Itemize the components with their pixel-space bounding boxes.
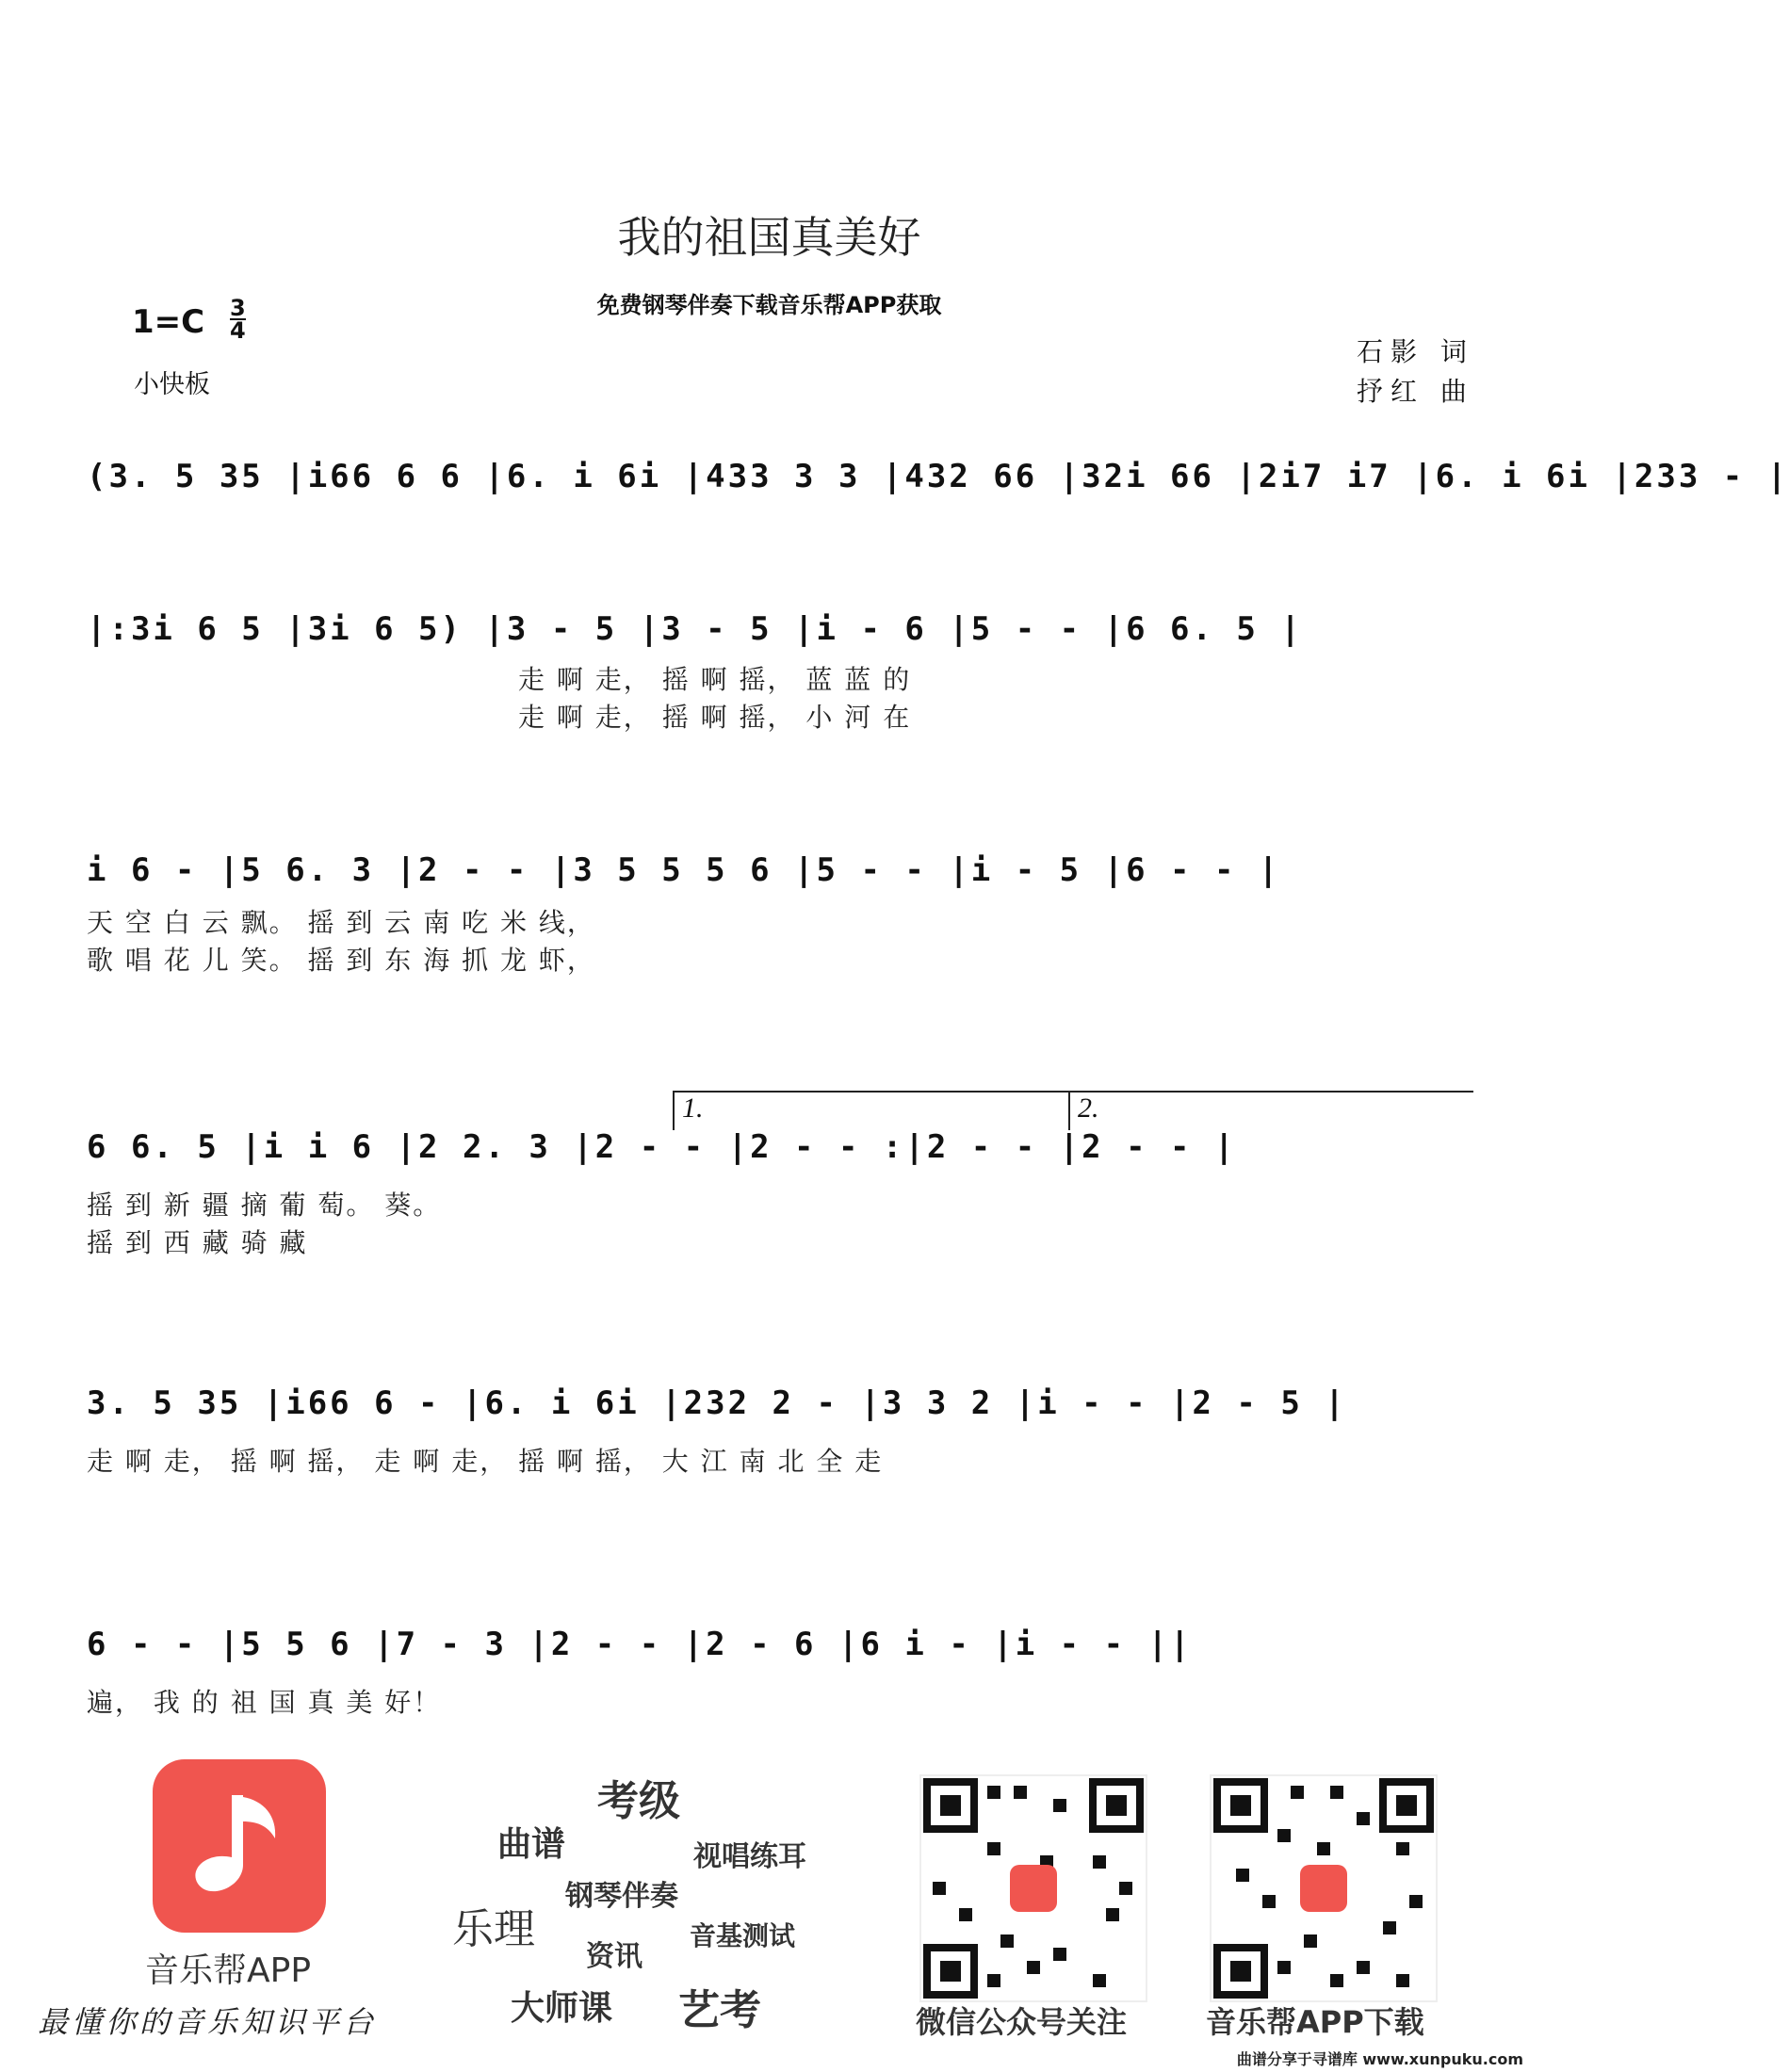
lyric-line-4a: 摇 到 新 疆 摘 葡 萄。 葵。	[87, 1190, 442, 1221]
tempo-marking: 小快板	[134, 370, 210, 399]
qr1-caption: 微信公众号关注	[916, 2004, 1128, 2040]
lyric-line-5: 走 啊 走， 摇 啊 摇， 走 啊 走， 摇 啊 摇， 大 江 南 北 全 走	[87, 1446, 884, 1477]
lyric-line-4b: 摇 到 西 藏 骑 藏	[87, 1227, 308, 1258]
score-line-6: 6 - - |5 5 6 |7 - 3 |2 - - |2 - 6 |6 i - |i - - ||	[87, 1626, 1193, 1663]
tag-shichang[interactable]: 视唱练耳	[693, 1840, 806, 1873]
time-signature	[230, 295, 246, 344]
volta-1: 1.	[673, 1091, 1070, 1130]
time-signature-bottom: 4	[230, 317, 246, 344]
qr-code-icon[interactable]	[919, 1774, 1147, 2002]
score-line-1: (3. 5 35 |i66 6 6 |6. i 6i |433 3 3 |432 66 |32i 66 |2i7 i7 |6. i 6i |233 - |	[87, 458, 1789, 495]
tag-kaoji[interactable]: 考级	[597, 1777, 680, 1825]
score-line-4: 6 6. 5 |i i 6 |2 2. 3 |2 - - |2 - - :|2 - - |2 - - |	[87, 1128, 1237, 1166]
score-line-3: i 6 - |5 6. 3 |2 - - |3 5 5 5 6 |5 - - |i - 5 |6 - - |	[87, 851, 1281, 889]
site-credit[interactable]: 曲谱分享于寻谱库 www.xunpuku.com	[1236, 2050, 1523, 2068]
page-title: 我的祖国真美好	[617, 212, 921, 263]
lyricist-credit: 石影 词	[1357, 336, 1474, 367]
score-line-5: 3. 5 35 |i66 6 - |6. i 6i |232 2 - |3 3 2 |i - - |2 - 5 |	[87, 1384, 1347, 1422]
qr2-caption: 音乐帮APP下载	[1206, 2004, 1424, 2040]
app-logo[interactable]	[153, 1759, 326, 1933]
tag-yinji[interactable]: 音基测试	[690, 1920, 796, 1951]
tag-zixun[interactable]: 资讯	[586, 1940, 642, 1973]
tag-yikao[interactable]: 艺考	[678, 1986, 761, 2034]
lyric-line-6: 遍， 我 的 祖 国 真 美 好！	[87, 1687, 442, 1718]
lyric-line-3a: 天 空 白 云 飘。 摇 到 云 南 吃 米 线，	[87, 907, 595, 938]
music-note-icon	[153, 1759, 326, 1933]
tag-dashike[interactable]: 大师课	[511, 1989, 613, 2028]
app-name: 音乐帮APP	[145, 1951, 312, 1990]
lyric-line-2b: 走 啊 走， 摇 啊 摇， 小 河 在	[518, 702, 912, 733]
qr-code-icon[interactable]	[1210, 1774, 1438, 2002]
tag-qupu[interactable]: 曲谱	[497, 1825, 566, 1864]
tag-gangqin[interactable]: 钢琴伴奏	[565, 1880, 678, 1913]
tag-yueli[interactable]: 乐理	[452, 1905, 535, 1953]
score-line-2: |:3i 6 5 |3i 6 5) |3 - 5 |3 - 5 |i - 6 |5 - - |6 6. 5 |	[87, 610, 1303, 648]
volta-2: 2.	[1068, 1091, 1473, 1130]
composer-credit: 抒红 曲	[1357, 376, 1474, 407]
slogan: 最懂你的音乐知识平台	[38, 2004, 378, 2040]
key-signature: 1=C	[132, 303, 205, 341]
time-signature-top: 3	[230, 295, 246, 321]
subtitle: 免费钢琴伴奏下载音乐帮APP获取	[596, 292, 942, 318]
lyric-line-2a: 走 啊 走， 摇 啊 摇， 蓝 蓝 的	[518, 664, 912, 695]
lyric-line-3b: 歌 唱 花 儿 笑。 摇 到 东 海 抓 龙 虾，	[87, 945, 595, 976]
